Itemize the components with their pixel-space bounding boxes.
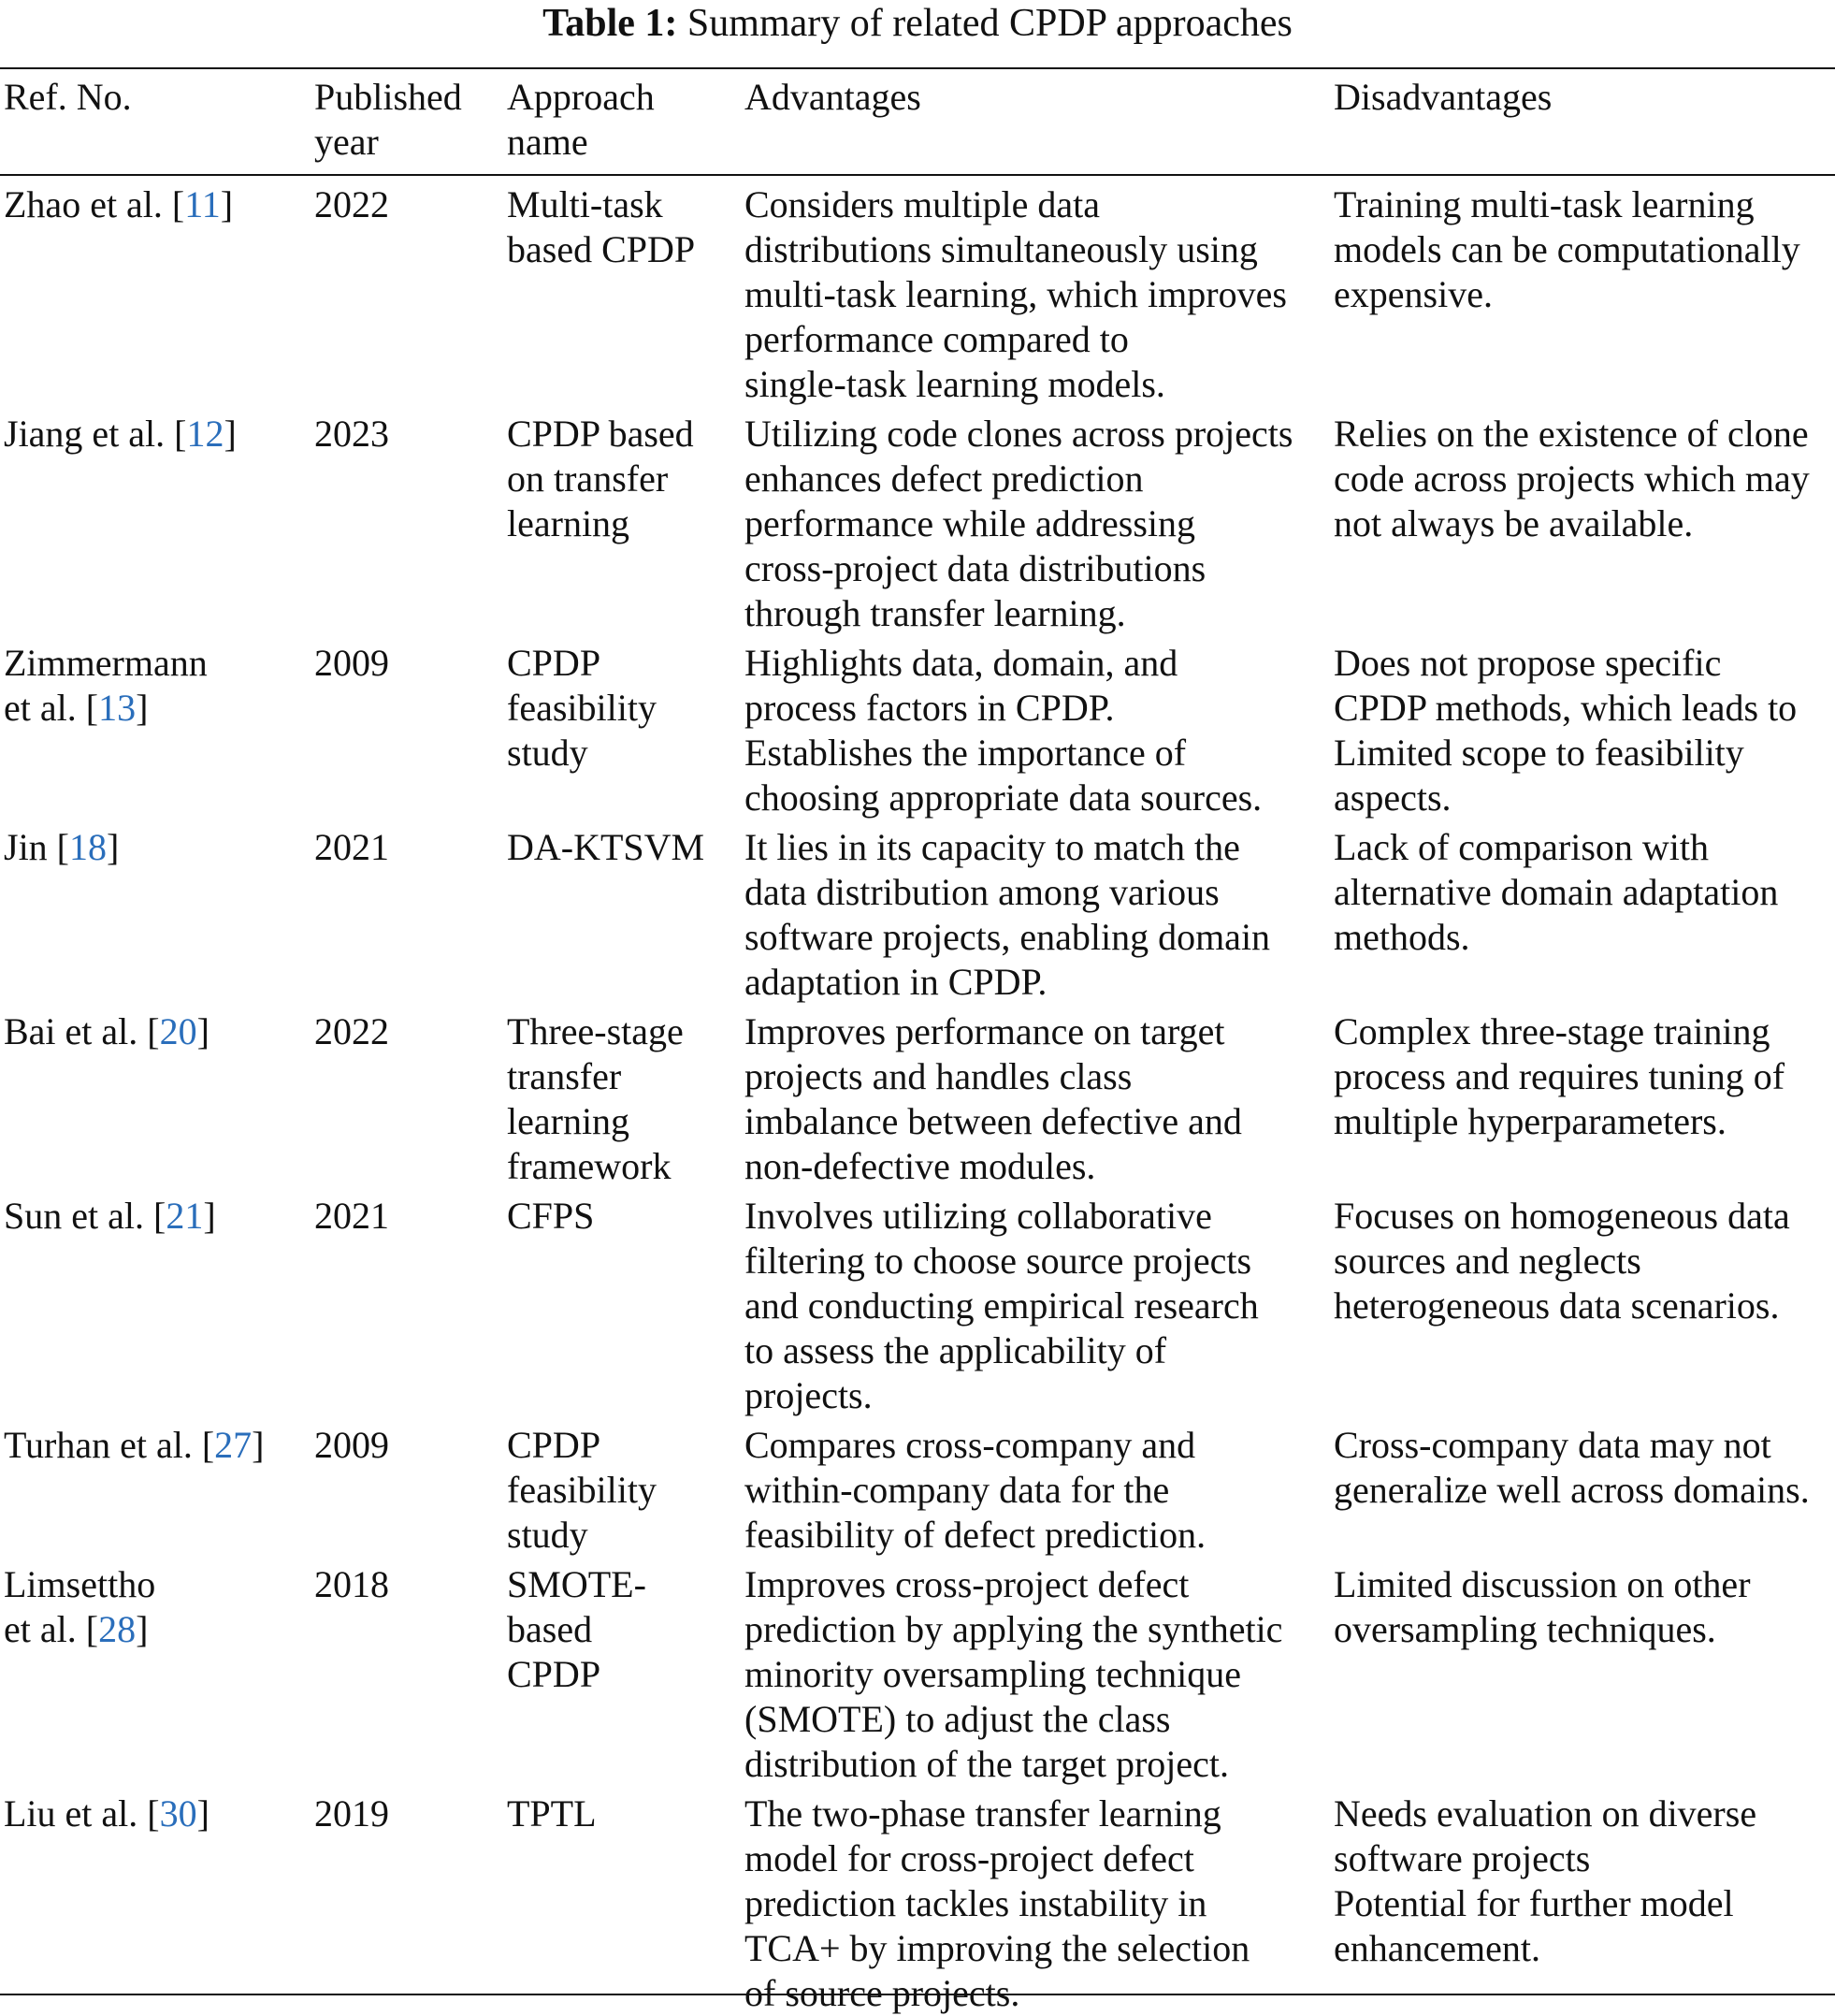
ref-author: Bai et al. [: [4, 1010, 160, 1052]
advantages-cell: Highlights data, domain, and process factors in CPDP. Establishes the importance of choosing appropriate data sources.: [744, 642, 1263, 819]
citation-link[interactable]: 11: [184, 183, 221, 225]
cpdp-summary-table: [0, 71, 1835, 2016]
table-row: [0, 1005, 1835, 1189]
ref-close: ]: [136, 687, 149, 729]
table-row: [0, 636, 1835, 820]
approach-cell: TPTL: [507, 1792, 597, 1835]
ref-cell: [0, 178, 311, 407]
table-row: [0, 1189, 1835, 1418]
ref-cell: [0, 1189, 311, 1418]
approach-cell: DA-KTSVM: [507, 826, 705, 868]
disadvantages-cell: Focuses on homogeneous data sources and neglects heterogeneous data scenarios.: [1334, 1195, 1790, 1327]
advantages-cell: Involves utilizing collaborative filtering to choose source projects and conducting empirical research to assess the applicability of projects.: [744, 1195, 1259, 1416]
table-row: [0, 407, 1835, 636]
header-approach-name: Approach name: [507, 76, 655, 163]
ref-author: Zhao et al. [: [4, 183, 185, 225]
header-disadvantages: Disadvantages: [1334, 76, 1553, 118]
citation-link[interactable]: 18: [69, 826, 107, 868]
table-row: [0, 1418, 1835, 1558]
approach-cell: Multi-task based CPDP: [507, 183, 696, 270]
ref-close: ]: [220, 183, 234, 225]
ref-close: ]: [252, 1424, 265, 1466]
approach-cell: SMOTE- based CPDP: [507, 1563, 646, 1695]
advantages-cell: Compares cross-company and within-company data for the feasibility of defect prediction.: [744, 1424, 1206, 1556]
year-cell: 2022: [314, 183, 389, 225]
approach-cell: CPDP based on transfer learning: [507, 413, 694, 544]
citation-link[interactable]: 30: [159, 1792, 197, 1835]
citation-link[interactable]: 13: [98, 687, 137, 729]
disadvantages-cell: Complex three-stage training process and requires tuning of multiple hyperparameters.: [1334, 1010, 1785, 1142]
table-row: [0, 820, 1835, 1005]
ref-close: ]: [196, 1792, 210, 1835]
ref-cell: [0, 1418, 311, 1558]
table-row: [0, 178, 1835, 407]
year-cell: 2018: [314, 1563, 389, 1605]
ref-close: ]: [107, 826, 120, 868]
ref-author: Jin [: [4, 826, 69, 868]
ref-cell: [0, 820, 311, 1005]
ref-author: Jiang et al. [: [4, 413, 187, 455]
header-row: [0, 71, 1835, 178]
citation-link[interactable]: 20: [159, 1010, 197, 1052]
header-ref-no: Ref. No.: [4, 76, 132, 118]
advantages-cell: Improves cross-project defect prediction by applying the synthetic minority oversampling technique (SMOTE) to adjust the class distribution of the target project.: [744, 1563, 1283, 1785]
year-cell: 2019: [314, 1792, 389, 1835]
year-cell: 2009: [314, 1424, 389, 1466]
year-cell: 2021: [314, 826, 389, 868]
approach-cell: CFPS: [507, 1195, 595, 1237]
table-row: [0, 1787, 1835, 2016]
table-caption: [0, 0, 1835, 47]
ref-cell: [0, 1558, 311, 1787]
ref-cell: [0, 1787, 311, 2016]
ref-cell: [0, 636, 311, 820]
approach-cell: CPDP feasibility study: [507, 642, 657, 774]
approach-cell: Three-stage transfer learning framework: [507, 1010, 684, 1187]
disadvantages-cell: Cross-company data may not generalize well across domains.: [1334, 1424, 1810, 1511]
year-cell: 2023: [314, 413, 389, 455]
ref-close: ]: [203, 1195, 216, 1237]
header-advantages: Advantages: [744, 76, 921, 118]
disadvantages-cell: Relies on the existence of clone code across projects which may not always be available.: [1334, 413, 1810, 544]
approach-cell: CPDP feasibility study: [507, 1424, 657, 1556]
ref-author: Turhan et al. [: [4, 1424, 215, 1466]
ref-author: Limsettho et al. [: [4, 1563, 156, 1650]
table-caption-label: Table 1:: [542, 2, 678, 45]
header-published-year: Published year: [314, 76, 462, 163]
disadvantages-cell: Does not propose specific CPDP methods, which leads to Limited scope to feasibility aspects.: [1334, 642, 1798, 819]
disadvantages-cell: Training multi-task learning models can be computationally expensive.: [1334, 183, 1800, 315]
ref-cell: [0, 407, 311, 636]
citation-link[interactable]: 21: [166, 1195, 204, 1237]
ref-author: Zimmermann et al. [: [4, 642, 208, 729]
disadvantages-cell: Limited discussion on other oversampling techniques.: [1334, 1563, 1751, 1650]
year-cell: 2022: [314, 1010, 389, 1052]
advantages-cell: Improves performance on target projects and handles class imbalance between defective and non-defective modules.: [744, 1010, 1242, 1187]
table-caption-text: Summary of related CPDP approaches: [686, 2, 1293, 45]
advantages-cell: It lies in its capacity to match the data distribution among various software projects, enabling domain adaptation in CPDP.: [744, 826, 1271, 1003]
citation-link[interactable]: 12: [186, 413, 224, 455]
ref-cell: [0, 1005, 311, 1189]
citation-link[interactable]: 28: [98, 1608, 137, 1650]
advantages-cell: The two-phase transfer learning model for cross-project defect prediction tackles instability in TCA+ by improving the selection of source projects.: [744, 1792, 1250, 2014]
ref-close: ]: [136, 1608, 149, 1650]
advantages-cell: Considers multiple data distributions simultaneously using multi-task learning, which improves performance compared to single-task learning models.: [744, 183, 1287, 405]
citation-link[interactable]: 27: [214, 1424, 253, 1466]
ref-close: ]: [196, 1010, 210, 1052]
year-cell: 2021: [314, 1195, 389, 1237]
year-cell: 2009: [314, 642, 389, 684]
ref-author: Liu et al. [: [4, 1792, 160, 1835]
advantages-cell: Utilizing code clones across projects enhances defect prediction performance while addressing cross-project data distributions through transfer learning.: [744, 413, 1293, 634]
top-rule: [0, 67, 1835, 69]
table-row: [0, 1558, 1835, 1787]
ref-author: Sun et al. [: [4, 1195, 166, 1237]
disadvantages-cell: Lack of comparison with alternative domain adaptation methods.: [1334, 826, 1779, 958]
ref-close: ]: [224, 413, 237, 455]
disadvantages-cell: Needs evaluation on diverse software projects Potential for further model enhancement.: [1334, 1792, 1757, 1969]
